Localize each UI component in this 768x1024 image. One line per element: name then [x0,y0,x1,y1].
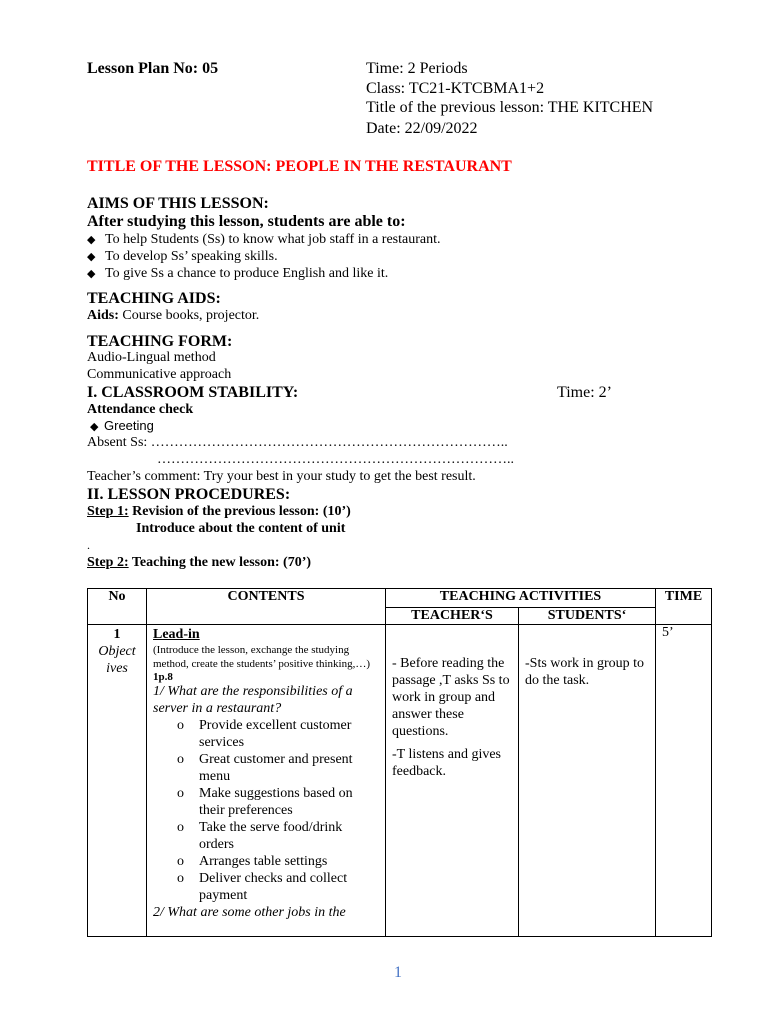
list-item: o Great customer and present menu [177,752,353,784]
diamond-bullet-icon: ◆ [90,421,99,433]
step-1-sub: Introduce about the content of unit [136,521,346,536]
circle-bullet-icon: o [177,718,184,733]
row-time: 5’ [662,625,674,640]
previous-lesson-title: Title of the previous lesson: THE KITCHEN [366,99,654,116]
time-periods: Time: 2 Periods [366,60,468,77]
teacher-activity-1: - Before reading the passage ,T asks Ss to work in group and answer these questions. [392,656,510,739]
list-item: o Deliver checks and collect payment [177,871,348,903]
header-no: No [88,589,147,625]
teaching-form-method: Audio-Lingual method [87,350,216,365]
teaching-form-heading: TEACHING FORM: [87,333,233,350]
list-item: o Provide excellent customer services [177,718,352,750]
circle-bullet-icon: o [177,871,184,886]
header-students: STUDENTS‘ [519,608,656,625]
teaching-aids-heading: TEACHING AIDS: [87,290,221,307]
classroom-time: Time: 2’ [557,384,612,401]
aims-subheading: After studying this lesson, students are able to: [87,213,406,230]
lead-in-title: Lead-in [153,627,200,642]
diamond-bullet-icon: ◆ [87,251,96,263]
teaching-aids-line: Aids: Course books, projector. [87,308,260,323]
stray-dot: . [87,538,90,552]
lesson-plan-number: Lesson Plan No: 05 [87,60,219,77]
list-item: o Take the serve food/drink orders [177,820,343,852]
lesson-title: TITLE OF THE LESSON: PEOPLE IN THE RESTAURANT [87,158,512,175]
table-row [88,625,712,937]
attendance-check: Attendance check [87,402,194,417]
header-teaching-activities: TEACHING ACTIVITIES [386,589,656,608]
absent-students-continued: ………………………………………………………………….. [157,452,514,467]
greeting-item: ◆ Greeting [90,418,154,433]
row-number-sub: Object ives [98,644,136,676]
circle-bullet-icon: o [177,752,184,767]
aim-item: ◆ To help Students (Ss) to know what job staff in a restaurant. [87,232,441,247]
classroom-stability-heading: I. CLASSROOM STABILITY: [87,384,299,401]
time-cell [656,625,712,937]
answer-list [153,717,379,904]
lead-in-note: (Introduce the lesson, exchange the studying method, create the students’ positive thinking,…) [153,644,370,670]
contents-cell [147,625,386,937]
aims-heading: AIMS OF THIS LESSON: [87,195,269,212]
circle-bullet-icon: o [177,786,184,801]
lesson-table [87,588,712,937]
question-1: 1/ What are the responsibilities of a server in a restaurant? [153,684,353,716]
page-reference: 1p.8 [153,671,173,683]
question-2: 2/ What are some other jobs in the [153,905,346,920]
student-activity: -Sts work in group to do the task. [525,656,644,688]
header-teachers: TEACHER‘S [386,608,519,625]
circle-bullet-icon: o [177,820,184,835]
class-info: Class: TC21-KTCBMA1+2 [366,80,545,97]
absent-students-line: Absent Ss: ………………………………………………………………….. [87,435,508,450]
list-item: o Arranges table settings [177,854,328,869]
list-item: o Make suggestions based on their preferences [177,786,353,818]
teacher-activity-cell [386,625,519,937]
row-number: 1 [113,627,121,642]
lesson-date: Date: 22/09/2022 [366,120,478,137]
header-contents: CONTENTS [147,589,386,625]
teaching-form-approach: Communicative approach [87,367,232,382]
row-number-cell [88,625,147,937]
aim-item: ◆ To give Ss a chance to produce English and like it. [87,266,389,281]
diamond-bullet-icon: ◆ [87,268,96,280]
teacher-activity-2: -T listens and gives feedback. [392,747,502,779]
lesson-procedures-heading: II. LESSON PROCEDURES: [87,486,291,503]
teacher-comment: Teacher’s comment: Try your best in your study to get the best result. [87,469,476,484]
aim-item: ◆ To develop Ss’ speaking skills. [87,249,278,264]
student-activity-cell [519,625,656,937]
diamond-bullet-icon: ◆ [87,234,96,246]
circle-bullet-icon: o [177,854,184,869]
table-header-row [88,589,712,608]
step-2: Step 2: Teaching the new lesson: (70’) [87,555,312,570]
page-number: 1 [394,964,402,981]
step-1: Step 1: Revision of the previous lesson: (10’) [87,504,351,519]
header-time: TIME [656,589,712,625]
